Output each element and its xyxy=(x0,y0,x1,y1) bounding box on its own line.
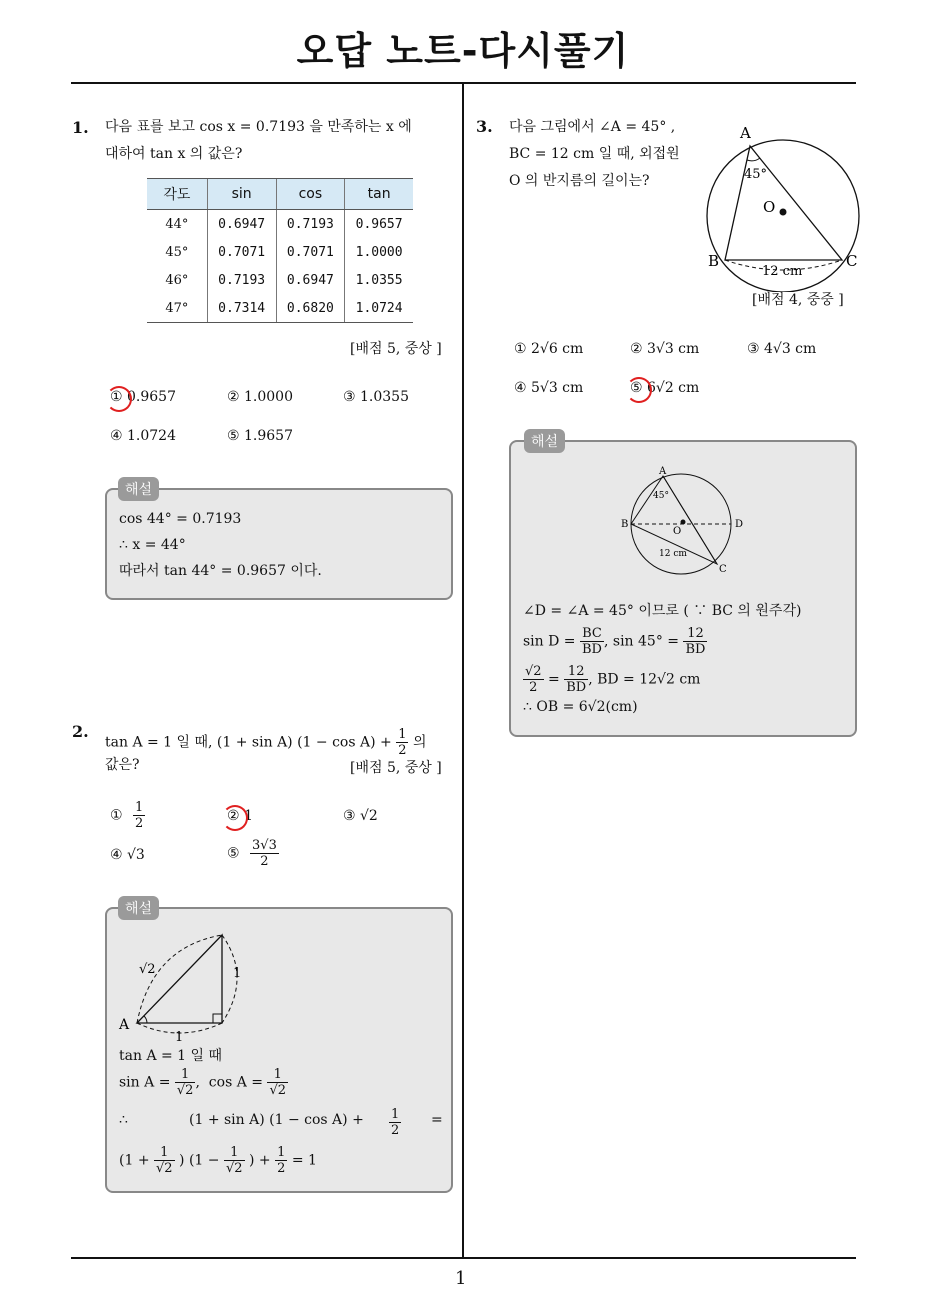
center-label-o: O xyxy=(763,198,776,216)
choice-1[interactable]: ① 0.9657 xyxy=(110,389,176,405)
table-cell: 0.6947 xyxy=(276,266,345,294)
question-text xyxy=(105,727,445,758)
vertex-label-a: A xyxy=(740,124,751,142)
final-part: = 1 xyxy=(291,1152,317,1169)
column-divider xyxy=(462,84,464,1259)
fraction xyxy=(564,664,588,695)
side-label-base: 1 xyxy=(175,1030,184,1045)
question-text-line: 값은? xyxy=(105,757,140,773)
numerator: 1 xyxy=(175,1067,196,1083)
side-label-sqrt2: √2 xyxy=(139,962,156,977)
question-text-line: 다음 표를 보고 cos x = 0.7193 을 만족하는 x 에 xyxy=(105,119,412,135)
angle-label: 45° xyxy=(653,491,669,501)
numerator: 1 xyxy=(267,1067,288,1083)
denominator: BD xyxy=(685,642,706,657)
numerator: 1 xyxy=(224,1145,245,1161)
table-cell: 0.6820 xyxy=(276,294,345,323)
denominator: √2 xyxy=(225,1161,243,1176)
question-text-line: BC = 12 cm 일 때, 외접원 xyxy=(509,146,680,162)
denominator: BD xyxy=(582,642,602,657)
vertex-label-b: B xyxy=(708,252,720,270)
vertex-label-a: A xyxy=(659,466,667,477)
denominator: 2 xyxy=(260,854,269,869)
numerator: 1 xyxy=(135,800,144,815)
question-meta: [배점 5, 중상 ] xyxy=(350,341,442,357)
choice-5[interactable]: ⑤ 1.9657 xyxy=(227,428,293,444)
final-part: (1 + xyxy=(119,1152,150,1169)
fraction xyxy=(683,626,707,657)
table-cell: 0.7314 xyxy=(207,294,276,323)
equals-sign: = xyxy=(431,1112,443,1128)
table-cell: 0.7071 xyxy=(207,238,276,266)
numerator: 1 xyxy=(391,1107,400,1122)
fraction xyxy=(154,1145,175,1176)
table-cell: 0.9657 xyxy=(345,210,413,239)
vertex-label-c: C xyxy=(719,564,727,575)
numerator: 1 xyxy=(277,1145,286,1160)
choice-2[interactable]: ② 1.0000 xyxy=(227,389,293,405)
solution-line: sin A = $\frac{1}{√2}$ , cos A = $\frac{1}{√2}$ xyxy=(119,1067,287,1098)
question-text xyxy=(509,114,709,195)
choice-1[interactable]: ① 2√6 cm xyxy=(514,341,584,357)
solution-line: ∴ x = 44° xyxy=(119,537,186,553)
therefore-sign: ∴ xyxy=(119,1112,128,1128)
numerator: 1 xyxy=(398,727,407,742)
table-row xyxy=(147,210,413,239)
fraction-half xyxy=(389,1107,401,1138)
denominator: 2 xyxy=(391,1123,400,1138)
denominator: 2 xyxy=(529,680,538,695)
table-row xyxy=(147,238,413,266)
solution-line: 따라서 tan 44° = 0.9657 이다. xyxy=(119,563,322,579)
table-cell: 1.0000 xyxy=(345,238,413,266)
table-cell: 44° xyxy=(165,216,189,232)
numerator: 12 xyxy=(683,626,707,642)
angle-label: 45° xyxy=(744,167,768,182)
table-cell: 46° xyxy=(165,272,189,288)
table-cell: 0.7071 xyxy=(276,238,345,266)
equals-sign: = xyxy=(548,671,560,688)
circle-diameter-figure xyxy=(617,464,757,580)
solution-part: , BD = 12√2 cm xyxy=(588,671,701,688)
sin-label: sin A = xyxy=(119,1074,171,1091)
fraction xyxy=(175,1067,196,1098)
question-number: 2. xyxy=(72,722,89,741)
vertex-label-d: D xyxy=(735,519,744,530)
question-text-line: tan A = 1 일 때, (1 + sin A) (1 − cos A) + xyxy=(105,734,392,751)
circumcircle-figure xyxy=(700,120,860,292)
page-number: 1 xyxy=(455,1268,467,1289)
explanation-box xyxy=(105,488,453,600)
table-row xyxy=(147,294,413,323)
vertex-label-c: C xyxy=(846,252,858,270)
choice-2[interactable]: ② 3√3 cm xyxy=(630,341,700,357)
side-label-one: 1 xyxy=(233,966,242,981)
table-header-row xyxy=(147,179,413,210)
solution-line xyxy=(523,664,700,695)
table-row xyxy=(147,266,413,294)
explanation-box xyxy=(105,907,453,1193)
answer-mark-circle xyxy=(106,386,132,412)
fraction-half xyxy=(396,727,408,758)
choice-fraction xyxy=(250,838,279,869)
table-cell: 47° xyxy=(147,294,207,323)
denominator: 2 xyxy=(135,816,144,831)
fraction xyxy=(224,1145,245,1176)
choice-4[interactable]: ④ 1.0724 xyxy=(110,428,176,444)
question-text-end: 의 xyxy=(412,734,427,751)
cos-label: cos A = xyxy=(208,1074,263,1091)
side-label: 12 cm xyxy=(659,549,687,559)
explanation-box xyxy=(509,440,857,737)
answer-mark-circle xyxy=(222,805,248,831)
fraction xyxy=(267,1067,288,1098)
choice-1[interactable] xyxy=(110,800,145,831)
final-part: ) + xyxy=(248,1152,271,1169)
expression: (1 + sin A) (1 − cos A) + xyxy=(189,1112,364,1128)
question-text xyxy=(105,114,455,168)
side-label: 12 cm xyxy=(762,264,803,279)
table-header: cos xyxy=(276,179,345,210)
right-triangle-figure xyxy=(117,927,257,1045)
solution-line: tan A = 1 일 때 xyxy=(119,1048,223,1064)
choice-5[interactable] xyxy=(227,838,279,869)
choice-2[interactable]: ② 1 xyxy=(227,808,253,824)
denominator: 2 xyxy=(277,1161,286,1176)
denominator: √2 xyxy=(176,1083,194,1098)
denominator: √2 xyxy=(156,1161,173,1176)
table-header: sin xyxy=(207,179,276,210)
table-cell: 0.6947 xyxy=(207,210,276,239)
numerator: 3√3 xyxy=(252,838,277,853)
explanation-tag: 해설 xyxy=(118,896,159,920)
solution-line xyxy=(119,1145,317,1176)
trig-table xyxy=(147,178,413,323)
choice-5[interactable]: ⑤ 6√2 cm xyxy=(630,380,700,396)
solution-line xyxy=(523,626,707,657)
bottom-rule xyxy=(71,1257,856,1259)
question-text-line: 다음 그림에서 ∠A = 45° , xyxy=(509,119,676,135)
choice-4[interactable]: ④ 5√3 cm xyxy=(514,380,584,396)
table-cell: 45° xyxy=(165,244,189,260)
fraction xyxy=(580,626,604,657)
table-cell: 0.7193 xyxy=(207,266,276,294)
solution-line: ∴ OB = 6√2(cm) xyxy=(523,699,638,715)
vertex-label-a: A xyxy=(119,1017,130,1033)
fraction-half xyxy=(275,1145,287,1176)
table-header: 각도 xyxy=(147,179,207,210)
final-part: ) (1 − xyxy=(179,1152,220,1169)
table-cell: 0.7193 xyxy=(276,210,345,239)
question-text-line: O 의 반지름의 길이는? xyxy=(509,173,650,189)
choice-mark: ⑤ xyxy=(227,845,240,862)
numerator: BC xyxy=(580,626,604,642)
table-cell: 1.0355 xyxy=(345,266,413,294)
denominator: BD xyxy=(566,680,587,695)
sin45-label: , sin 45° = xyxy=(603,633,680,650)
question-number: 1. xyxy=(72,118,89,137)
question-meta: [배점 4, 중중 ] xyxy=(752,292,844,308)
choice-mark: ① xyxy=(110,807,123,824)
numerator: 1 xyxy=(154,1145,175,1161)
numerator: √2 xyxy=(525,664,542,679)
table-cell: 1.0724 xyxy=(345,294,413,323)
choice-3[interactable]: ③ √2 xyxy=(343,808,378,824)
numerator: 12 xyxy=(564,664,588,680)
table-header: tan xyxy=(345,179,413,210)
choice-3[interactable]: ③ 1.0355 xyxy=(343,389,409,405)
question-text-line: 대하여 tan x 의 값은? xyxy=(105,146,243,162)
fraction xyxy=(523,664,544,695)
denominator: 2 xyxy=(398,743,407,758)
vertex-label-b: B xyxy=(621,519,629,530)
center-label-o: O xyxy=(673,526,682,537)
denominator: √2 xyxy=(269,1083,287,1098)
choice-3[interactable]: ③ 4√3 cm xyxy=(747,341,817,357)
sin-label: sin D = xyxy=(523,633,576,650)
choice-4[interactable]: ④ √3 xyxy=(110,847,145,863)
solution-line: ∠D = ∠A = 45° 이므로 ( ∵ BC 의 원주각) xyxy=(523,603,802,619)
solution-line xyxy=(119,1107,443,1138)
explanation-tag: 해설 xyxy=(524,429,565,453)
answer-mark-circle xyxy=(626,377,652,403)
choice-fraction xyxy=(133,800,145,831)
question-meta: [배점 5, 중상 ] xyxy=(350,760,442,776)
solution-line: cos 44° = 0.7193 xyxy=(119,511,242,527)
question-number: 3. xyxy=(476,117,493,136)
page-title: 오답 노트-다시풀기 xyxy=(296,29,630,73)
explanation-tag: 해설 xyxy=(118,477,159,501)
